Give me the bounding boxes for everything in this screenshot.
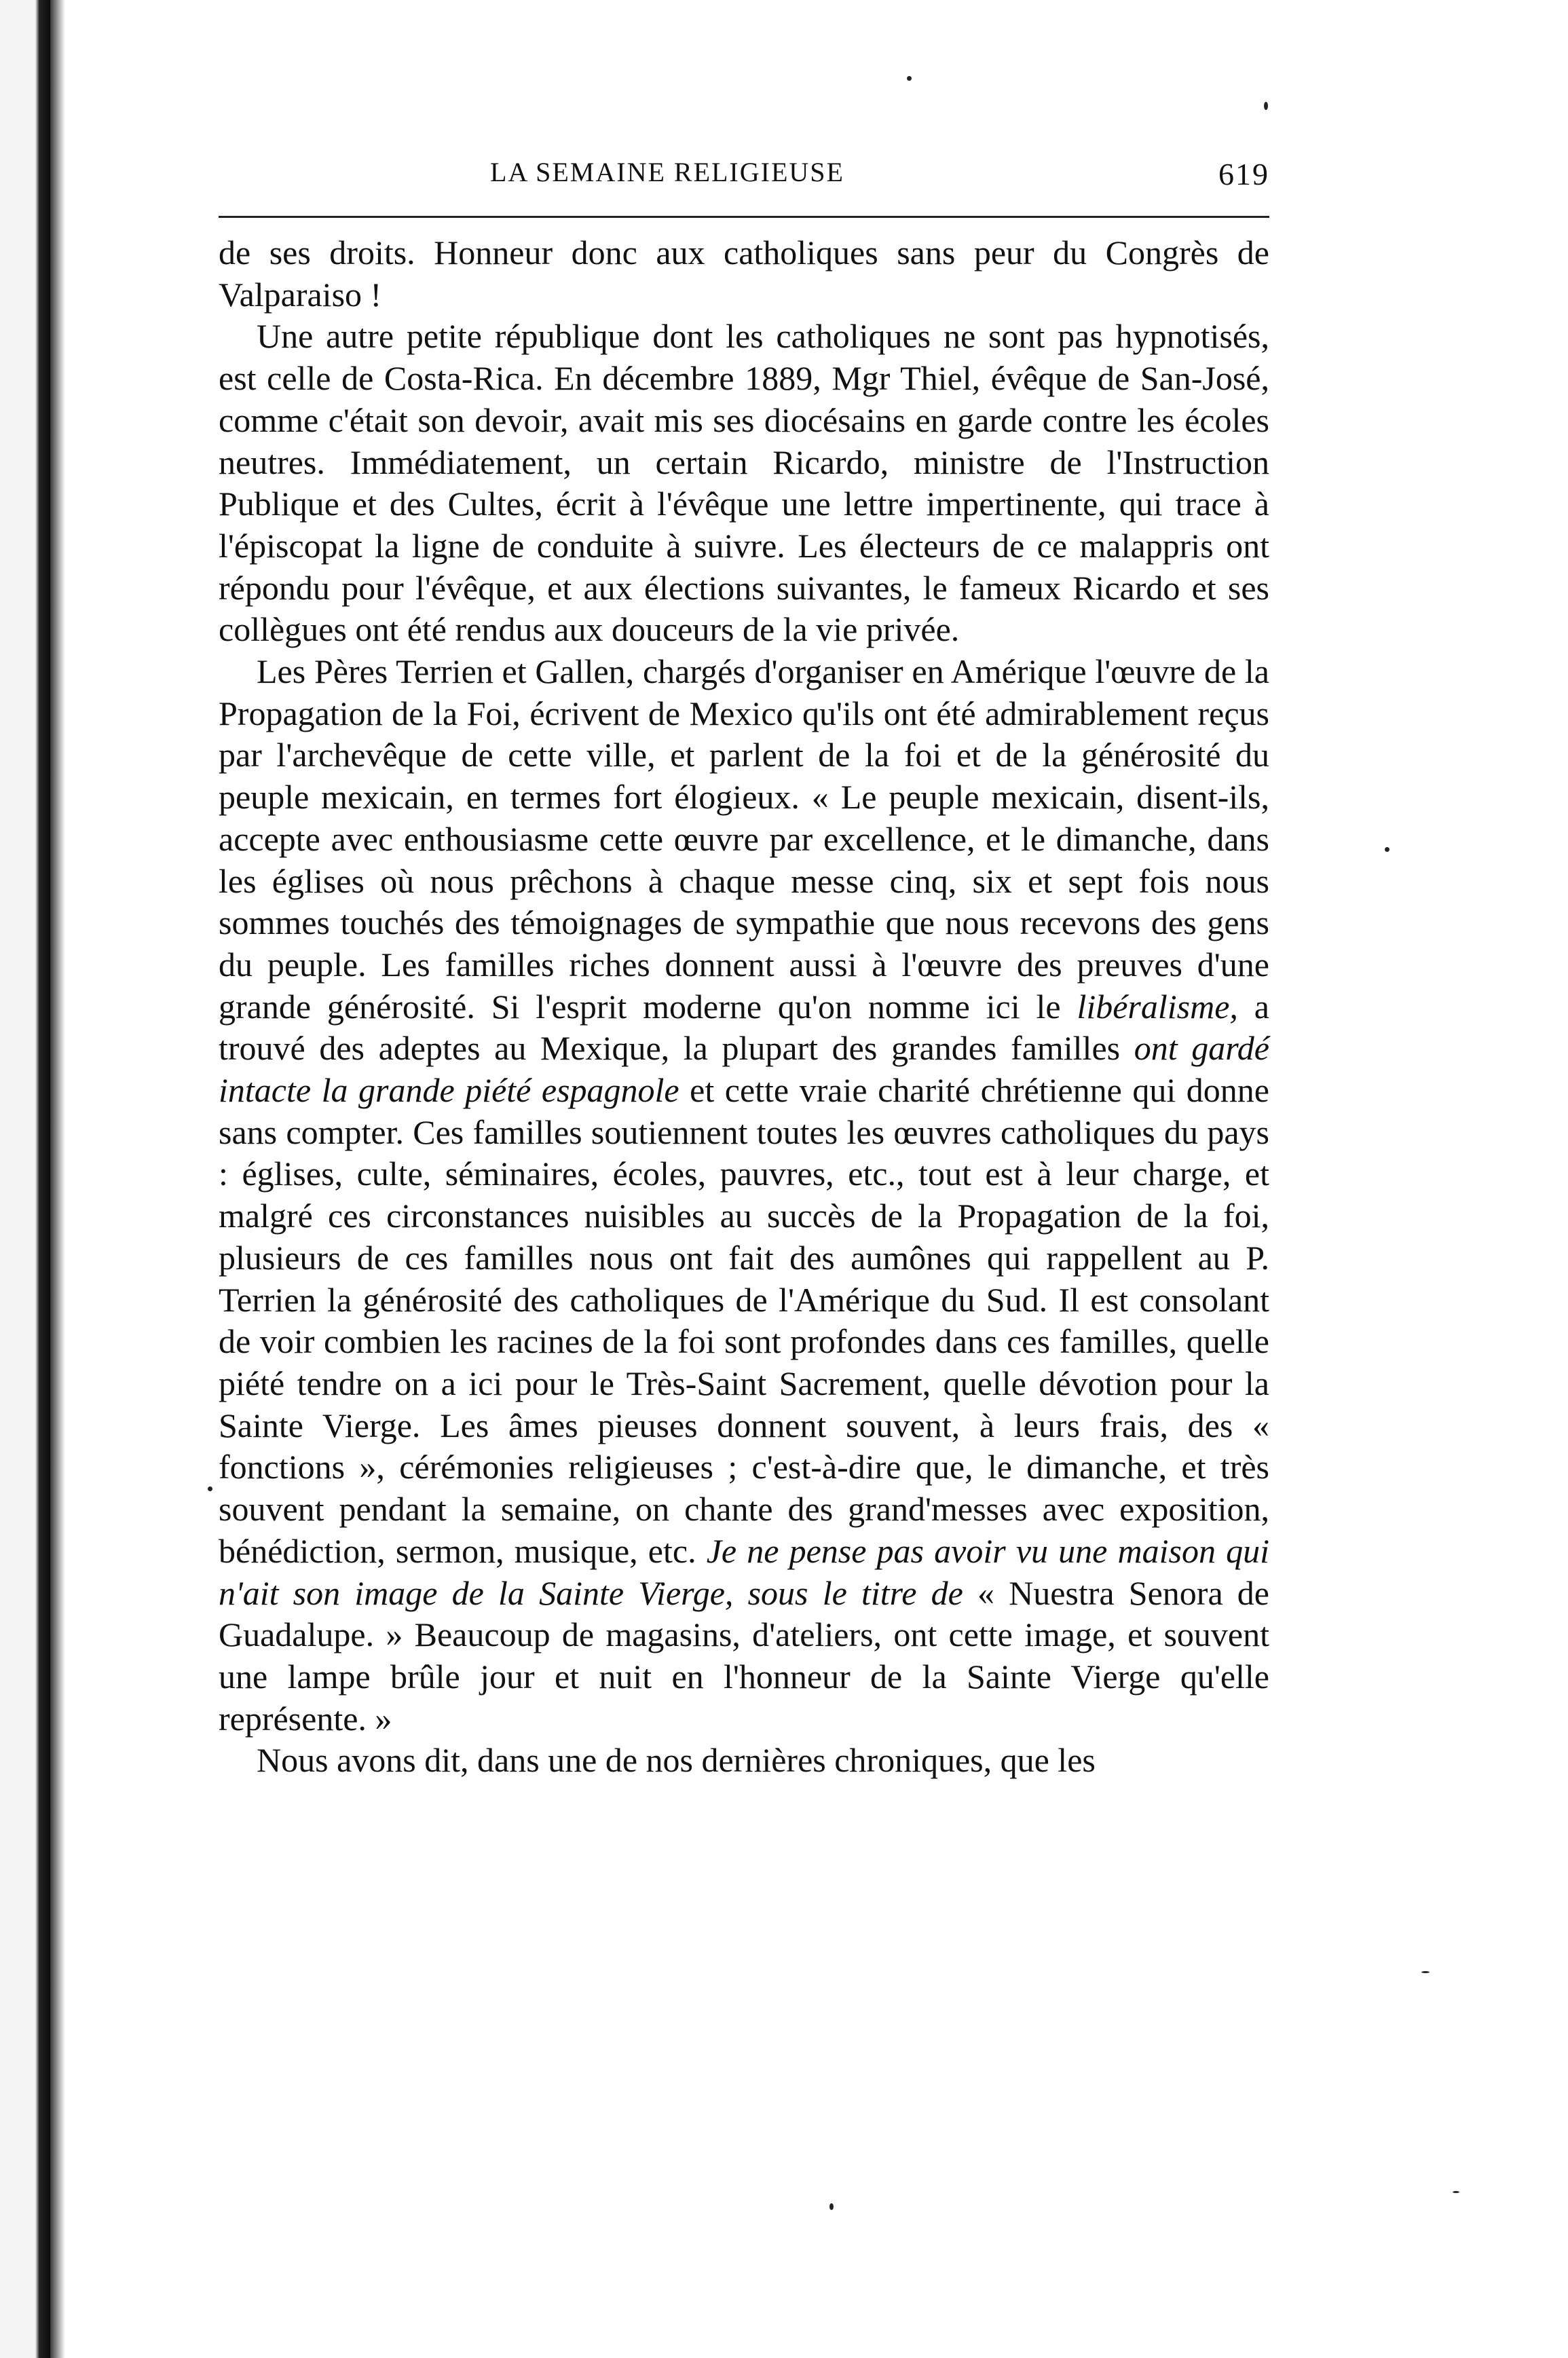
page-number: 619 bbox=[1218, 157, 1269, 191]
print-speck bbox=[1453, 2191, 1459, 2193]
paragraph-3-text-b: a trouvé des adeptes au Mexique, la plupart des grandes familles bbox=[219, 987, 1269, 1068]
paragraph-1: de ses droits. Honneur donc aux catholiques sans peur du Congrès de Valparaiso ! bbox=[219, 233, 1269, 314]
paragraph-3-text-c: et cette vraie charité chrétienne qui donne sans compter. Ces familles soutiennent toutes les œuvres catholiques du pays : églises, culte, séminaires, écoles, pauvres, etc., tout est à leur charge, et malgré ces circonstances nuisibles au succès de la Propagation de la foi, plusieurs de ces familles nous ont fait des aumônes qui rappellent au P. Terrien la générosité des catholiques de l'Amérique du Sud. Il est consolant de voir combien les racines de la foi sont profondes dans ces familles, quelle piété tendre on a ici pour le Très-Saint Sacrement, quelle dévotion pour la Sainte Vierge. Les âmes pieuses donnent souvent, à leurs frais, des « fonctions », cérémonies religieuses ; c'est-à-dire que, le dimanche, et très souvent pendant la semaine, on chante des grand'messes avec exposition, bénédiction, sermon, musique, etc. bbox=[219, 1071, 1269, 1570]
print-speck bbox=[1385, 847, 1389, 852]
book-binding-edge bbox=[0, 0, 50, 2358]
running-head: LA SEMAINE RELIGIEUSE bbox=[490, 157, 844, 187]
print-speck bbox=[907, 76, 912, 81]
print-speck bbox=[1421, 1971, 1430, 1973]
paragraph-3-text-a: Les Pères Terrien et Gallen, chargés d'organiser en Amérique l'œuvre de la Propagation de la Foi, écrivent de Mexico qu'ils ont été admirablement reçus par l'archevêque de cette ville, et parlent de la foi et de la générosité du peuple mexicain, en termes fort élogieux. « Le peuple mexicain, disent-ils, accepte avec enthousiasme cette œuvre par excellence, et le dimanche, dans les églises où nous prêchons à chaque messe cinq, six et sept fois nous sommes touchés des témoignages de sympathie que nous recevons des gens du peuple. Les familles riches donnent aussi à l'œuvre des preuves d'une grande générosité. Si l'esprit moderne qu'on nomme ici le bbox=[219, 652, 1269, 1026]
paragraph-3 bbox=[219, 651, 1269, 1740]
print-speck bbox=[829, 2203, 834, 2210]
paragraph-3-italic-piete: ont gardé intacte la grande piété espagnole bbox=[219, 1029, 1269, 1110]
print-speck bbox=[1264, 102, 1268, 110]
paragraph-3-text-d: « Nuestra Senora de Guadalupe. » Beaucoup de magasins, d'ateliers, ont cette image, et souvent une lampe brûle jour et nuit en l'honneur de la Sainte Vierge qu'elle représente. » bbox=[219, 1573, 1269, 1738]
paragraph-2: Une autre petite république dont les catholiques ne sont pas hypnotisés, est celle de Costa-Rica. En décembre 1889, Mgr Thiel, évêque de San-José, comme c'était son devoir, avait mis ses diocésains en garde contre les écoles neutres. Immédiatement, un certain Ricardo, ministre de l'Instruction Publique et des Cultes, écrit à l'évêque une lettre impertinente, qui trace à l'épiscopat la ligne de conduite à suivre. Les électeurs de ce malappris ont répondu pour l'évêque, et aux élections suivantes, le fameux Ricardo et ses collègues ont été rendus aux douceurs de la vie privée. bbox=[219, 317, 1269, 649]
paragraph-3-italic-maison: Je ne pense pas avoir vu une maison qui n'ait son image de la Sainte Vierge, sous le titre de bbox=[219, 1531, 1269, 1612]
paragraph-3-italic-liberalisme: libéralisme, bbox=[1077, 987, 1238, 1026]
paragraph-4: Nous avons dit, dans une de nos dernières chroniques, que les bbox=[257, 1741, 1096, 1780]
body-text bbox=[219, 232, 1269, 1782]
print-speck bbox=[208, 1486, 212, 1491]
page-header bbox=[219, 156, 1269, 197]
header-rule bbox=[219, 216, 1269, 218]
